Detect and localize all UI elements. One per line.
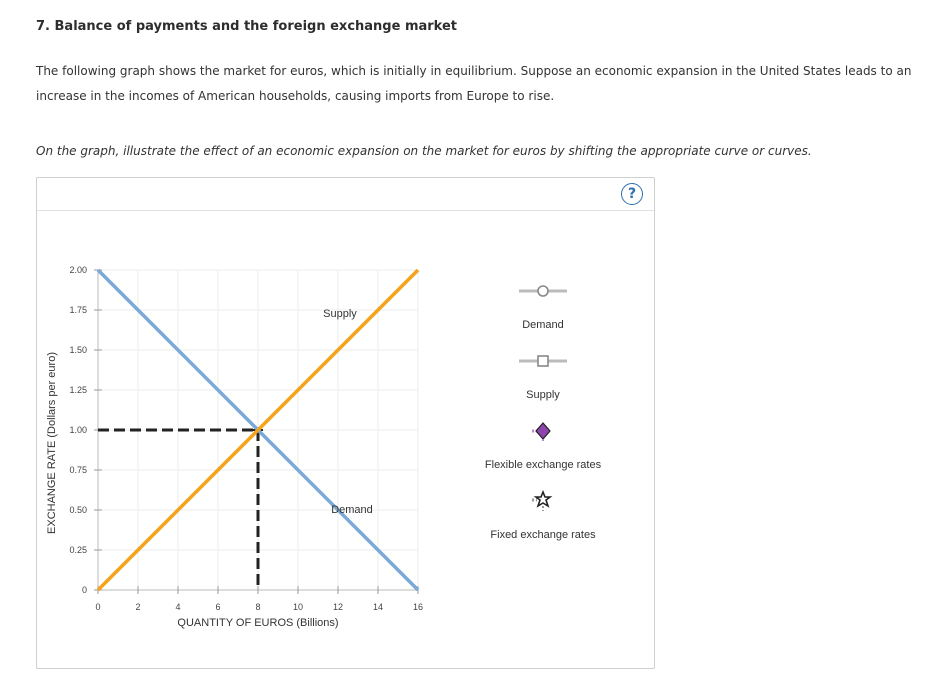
x-tick-label: 10 bbox=[292, 602, 304, 612]
flexible-exchange-rates-tool[interactable] bbox=[532, 423, 550, 443]
graph-canvas[interactable] bbox=[37, 178, 654, 668]
x-tick-label: 12 bbox=[332, 602, 344, 612]
y-axis-label: EXCHANGE RATE (Dollars per euro) bbox=[46, 352, 58, 534]
x-tick-label: 6 bbox=[215, 602, 221, 612]
x-tick-label: 2 bbox=[135, 602, 141, 612]
supply-tool-label: Supply bbox=[526, 389, 560, 401]
y-tick-label: 2.00 bbox=[69, 265, 87, 275]
diamond-marker-icon bbox=[536, 423, 550, 439]
x-tick-label: 4 bbox=[175, 602, 181, 612]
x-tick-label: 0 bbox=[95, 602, 101, 612]
y-tick-label: 1.25 bbox=[69, 385, 87, 395]
question-title: 7. Balance of payments and the foreign exchange market bbox=[36, 19, 458, 34]
y-tick-label: 0.25 bbox=[69, 545, 87, 555]
question-instruction: On the graph, illustrate the effect of an economic expansion on the market for euros by shifting the appropriate curve or curves. bbox=[36, 144, 812, 158]
circle-handle-icon bbox=[538, 286, 548, 296]
demand-tool[interactable] bbox=[519, 286, 567, 296]
square-handle-icon bbox=[538, 356, 548, 366]
demand-curve-label: Demand bbox=[331, 504, 373, 516]
y-tick-label: 0.75 bbox=[69, 465, 87, 475]
question-text: The following graph shows the market for euros, which is initially in equilibrium. Suppose an economic expansion in the United States leads to an increase in the incomes of American households, causing imports from Europe to rise. bbox=[36, 64, 912, 103]
x-tick-label: 16 bbox=[412, 602, 424, 612]
demand-tool-label: Demand bbox=[522, 319, 564, 331]
fixed-exchange-rates-tool[interactable] bbox=[532, 492, 550, 511]
supply-curve-label: Supply bbox=[323, 308, 357, 320]
y-tick-label: 0.50 bbox=[69, 505, 87, 515]
x-tick-label: 8 bbox=[255, 602, 261, 612]
flexible-exchange-rates-label: Flexible exchange rates bbox=[484, 459, 602, 471]
fixed-exchange-rates-label: Fixed exchange rates bbox=[490, 529, 596, 541]
graph-panel bbox=[36, 177, 655, 669]
help-icon[interactable]: ? bbox=[621, 183, 643, 205]
supply-tool[interactable] bbox=[519, 356, 567, 366]
y-tick-label: 1.75 bbox=[69, 305, 87, 315]
x-axis-label: QUANTITY OF EUROS (Billions) bbox=[177, 617, 339, 629]
star-marker-icon bbox=[536, 492, 550, 506]
y-tick-label: 1.00 bbox=[69, 425, 87, 435]
x-tick-label: 14 bbox=[372, 602, 384, 612]
y-tick-label: 1.50 bbox=[69, 345, 87, 355]
y-tick-label: 0 bbox=[81, 585, 87, 595]
